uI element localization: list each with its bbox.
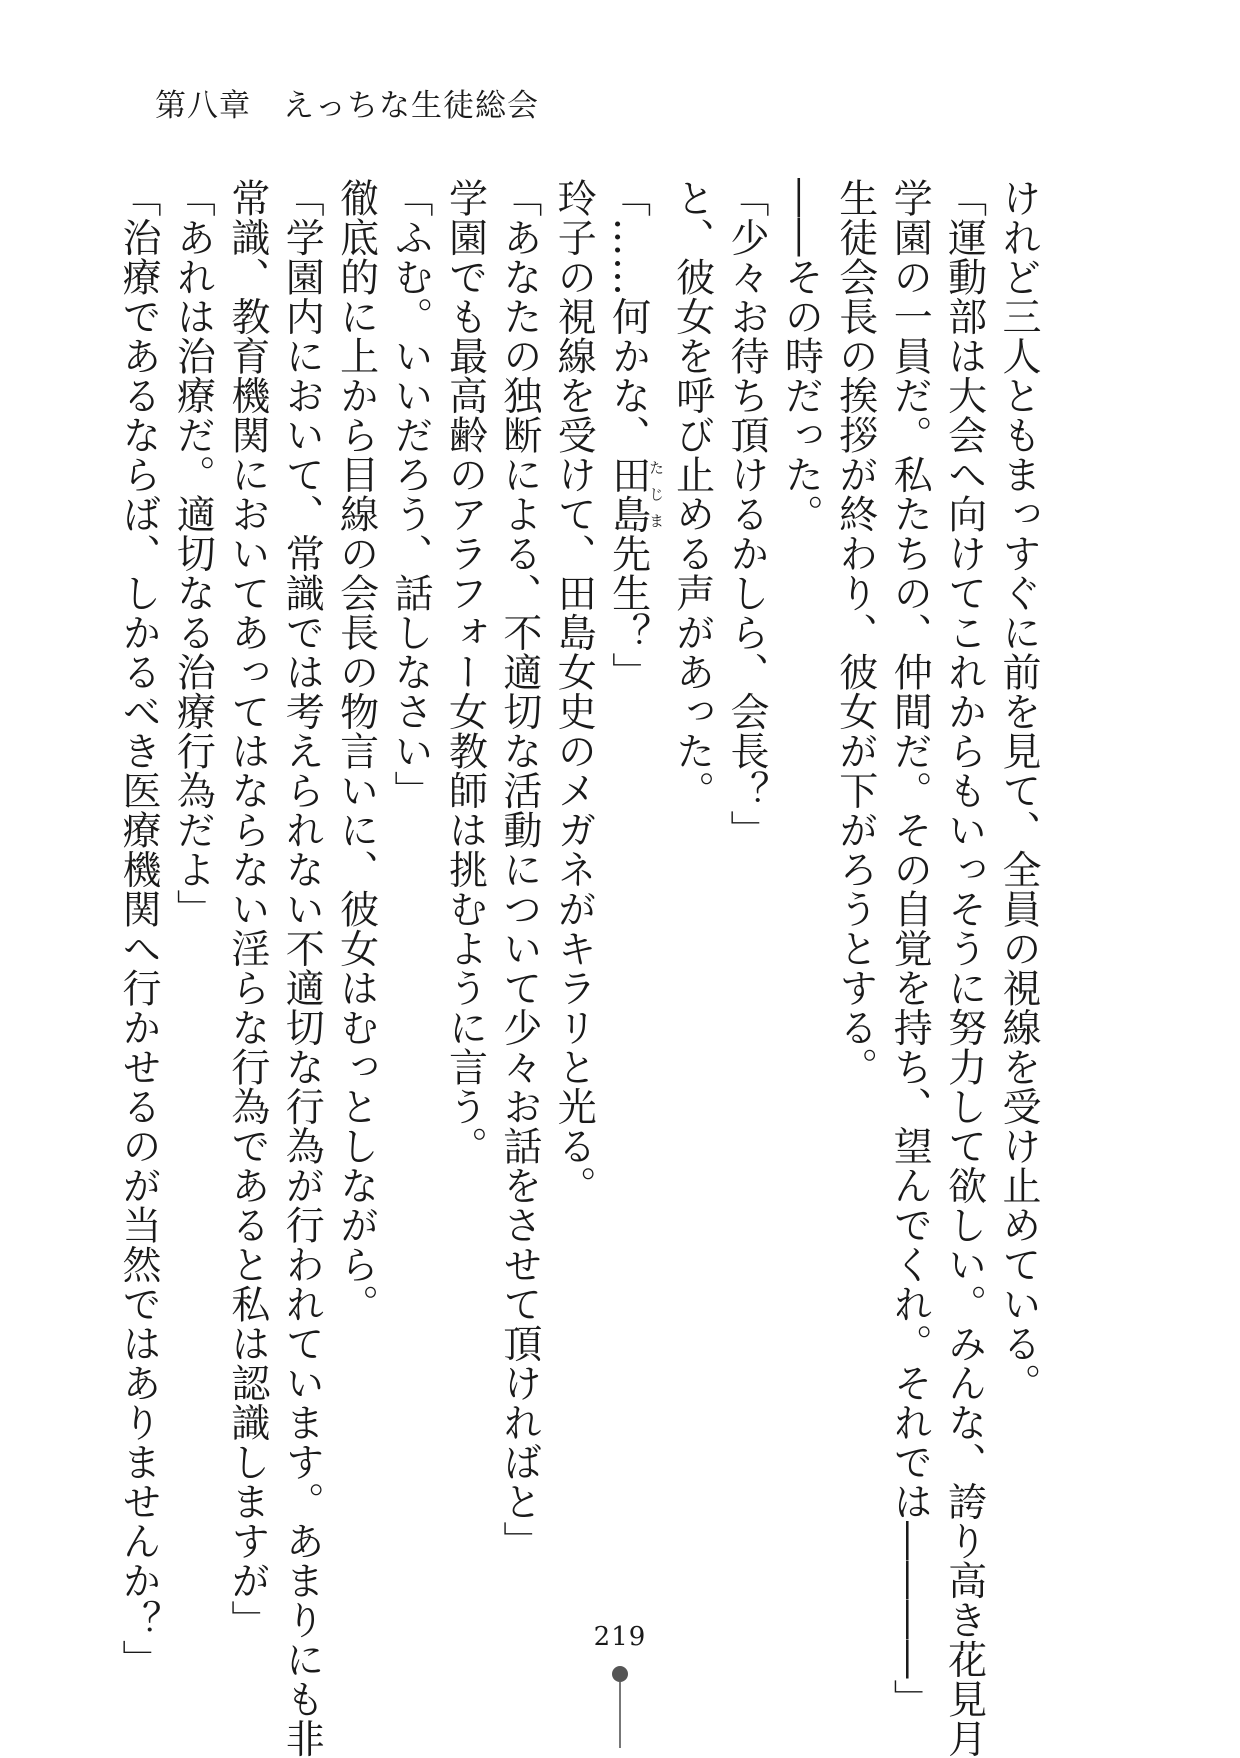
text-line: 「運動部は大会へ向けてこれからもいっそうに努力して欲しい。みんな、誇り高き花見月 bbox=[941, 178, 987, 1758]
page-marker-icon bbox=[612, 1666, 628, 1748]
text-line: けれど三人ともまっすぐに前を見て、全員の視線を受け止めている。 bbox=[996, 178, 1041, 1403]
text-line: ――その時だった。 bbox=[778, 178, 824, 534]
text-line: 「あれは治療だ。適切なる治療行為だよ」 bbox=[170, 178, 216, 929]
text-line: 常識、教育機関においてあってはならない淫らな行為であると私は認識しますが」 bbox=[224, 178, 270, 1640]
text-line: 徹底的に上から目線の会長の物言いに、彼女はむっとしながら。 bbox=[333, 178, 379, 1324]
ruby-base: 田島 bbox=[605, 454, 651, 534]
text-line: 学園でも最高齢のアラフォー女教師は挑むように言う。 bbox=[442, 178, 488, 1166]
text-line: 玲子の視線を受けて、田島女史のメガネがキラリと光る。 bbox=[551, 178, 597, 1205]
text-line: 「あなたの独断による、不適切な活動について少々お話をさせて頂ければと」 bbox=[496, 178, 542, 1561]
text-line: 「ふむ。いいだろう、話しなさい」 bbox=[388, 178, 434, 810]
text-line-with-ruby bbox=[600, 178, 664, 1608]
page-number: 219 bbox=[593, 1622, 647, 1652]
text-segment: 「……何かな、 bbox=[605, 178, 651, 455]
page-marker-dot bbox=[612, 1666, 628, 1682]
text-line: と、彼女を呼び止める声があった。 bbox=[669, 178, 715, 810]
page-marker-line bbox=[619, 1682, 621, 1748]
running-head: 第八章 えっちな生徒総会 bbox=[155, 88, 539, 124]
ruby-name bbox=[605, 454, 666, 534]
text-line: 「少々お待ち頂けるかしら、会長？」 bbox=[723, 178, 769, 850]
text-line: 「学園内において、常識では考えられない不適切な行為が行われています。あまりにも非 bbox=[279, 178, 325, 1758]
text-line: 学園の一員だ。私たちの、仲間だ。その自覚を持ち、望んでくれ。それでは――――」 bbox=[887, 178, 933, 1719]
text-line: 生徒会長の挨拶が終わり、彼女が下がろうとする。 bbox=[832, 178, 878, 1087]
text-segment: 先生？」 bbox=[605, 533, 651, 692]
ruby-reading: たじま bbox=[647, 454, 666, 534]
text-line: 「治療であるならば、しかるべき医療機関へ行かせるのが当然ではありませんか？」 bbox=[116, 178, 161, 1679]
